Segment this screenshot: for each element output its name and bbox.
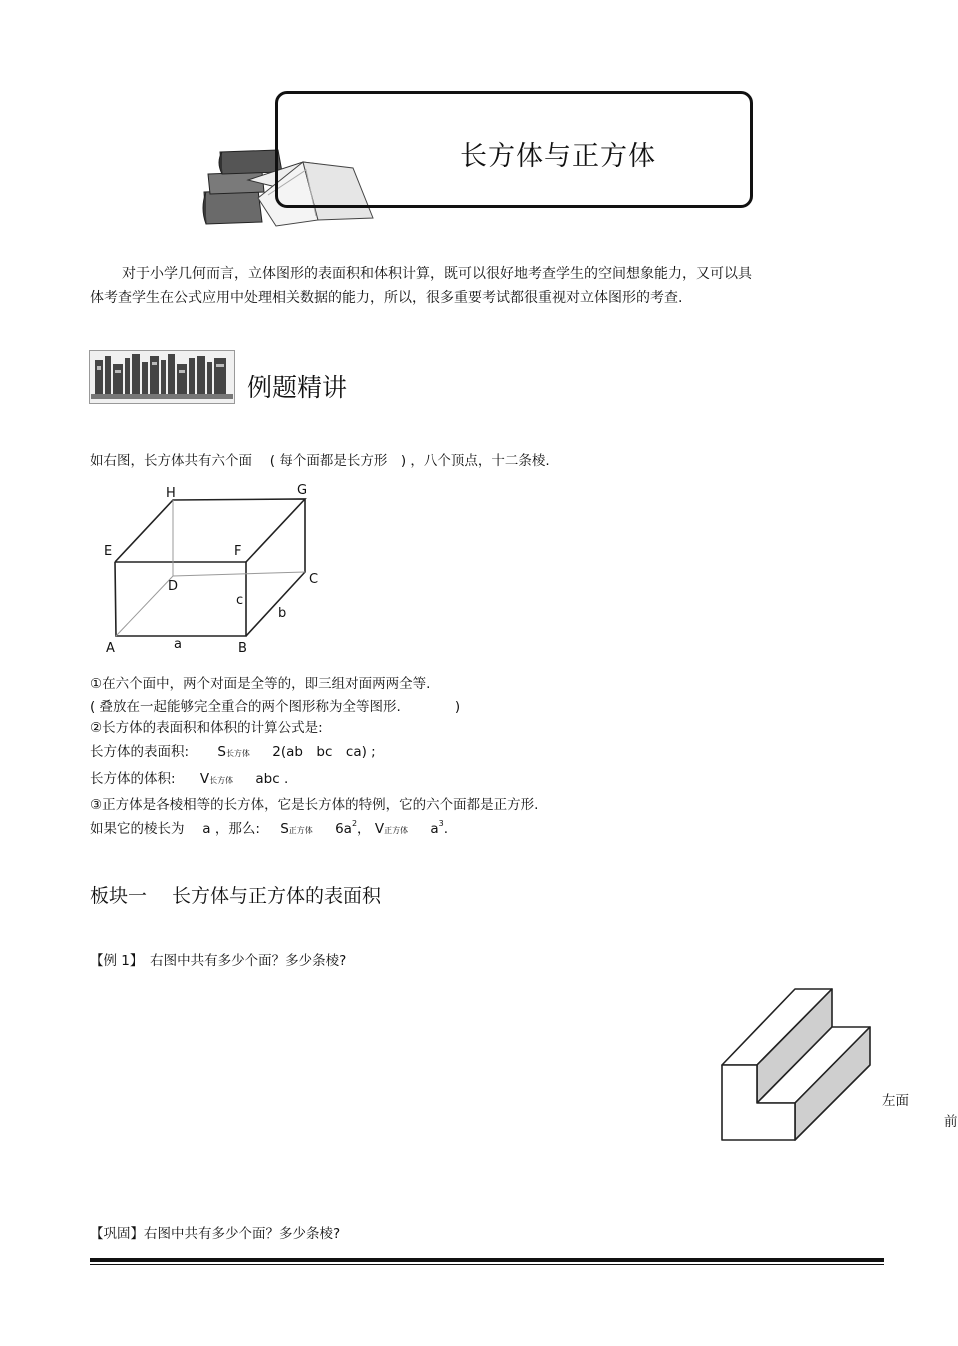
sa-label: 长方体的表面积: <box>90 744 190 760</box>
fact-3: ③正方体是各棱相等的长方体，它是长方体的特例，它的六个面都是正方形. <box>90 797 539 813</box>
vertex-label-h: H <box>166 486 176 501</box>
intro-paragraph <box>90 262 810 310</box>
volume-formula <box>90 767 288 787</box>
vol-symbol: V <box>199 771 210 787</box>
edge-label-c: c <box>236 593 244 608</box>
cube-s-expression: 6a <box>335 821 352 837</box>
vertex-label-g: G <box>297 483 308 498</box>
cube-v-expression: a <box>430 821 439 837</box>
vol-label: 长方体的体积: <box>90 771 176 787</box>
cuboid-intro: 如右图，长方体共有六个面 ( 每个面都是长方形 ) ，八个顶点，十二条棱. <box>90 453 550 469</box>
intro-line-2: 体考查学生在公式应用中处理相关数据的能力，所以，很多重要考试都很重视对立体图形的考查. <box>90 290 683 306</box>
cube-v-subscript: 正方体 <box>384 826 409 835</box>
cube-s-subscript: 正方体 <box>288 826 313 835</box>
surface-area-formula <box>90 740 376 760</box>
front-face-label: 前 <box>944 1114 958 1130</box>
cube-v-exponent: 3 <box>438 819 444 828</box>
sa-symbol: S <box>217 744 226 760</box>
vertex-label-f: F <box>234 544 242 559</box>
sa-subscript: 长方体 <box>225 749 250 758</box>
fact-1-note: ( 叠放在一起能够完全重合的两个图形称为全等图形. ) <box>90 699 461 715</box>
vertex-label-e: E <box>104 544 113 559</box>
sa-expression: 2(ab bc ca) ; <box>272 744 376 760</box>
bookshelf-icon <box>89 350 235 404</box>
edge-label-b: b <box>278 606 287 621</box>
left-face-label: 左面 <box>882 1093 909 1109</box>
vol-subscript: 长方体 <box>209 776 234 785</box>
section-title: 例题精讲 <box>247 373 348 402</box>
example-1: 【例 1】 右图中共有多少个面？多少条棱? <box>90 953 347 969</box>
cube-period: . <box>443 821 449 837</box>
vertex-label-d: D <box>168 579 179 594</box>
fact-2: ②长方体的表面积和体积的计算公式是: <box>90 720 323 736</box>
vertex-label-b: B <box>238 641 247 656</box>
fact-1: ①在六个面中，两个对面是全等的，即三组对面两两全等. <box>90 676 431 692</box>
step-solid-diagram <box>715 985 880 1145</box>
vertex-label-a: A <box>106 641 115 656</box>
footer-rule-thin <box>90 1264 884 1265</box>
cuboid-diagram <box>100 480 340 660</box>
cube-s-symbol: S <box>280 821 289 837</box>
vertex-label-c: C <box>309 572 319 587</box>
page-title: 长方体与正方体 <box>460 141 656 172</box>
cube-intro: 如果它的棱长为 a ，那么: <box>90 821 260 837</box>
intro-line-1: 对于小学几何而言，立体图形的表面积和体积计算，既可以很好地考查学生的空间想象能力，又可以具 <box>122 266 752 282</box>
cube-comma: ， <box>357 821 371 837</box>
block-title: 板块一 长方体与正方体的表面积 <box>90 885 382 907</box>
cube-formula <box>90 817 448 837</box>
vol-expression: abc . <box>255 771 289 787</box>
footer-rule <box>90 1258 884 1262</box>
cube-v-symbol: V <box>374 821 385 837</box>
consolidate-exercise: 【巩固】右图中共有多少个面？多少条棱? <box>90 1226 341 1242</box>
cube-s-exponent: 2 <box>351 819 358 828</box>
edge-label-a: a <box>174 637 182 652</box>
